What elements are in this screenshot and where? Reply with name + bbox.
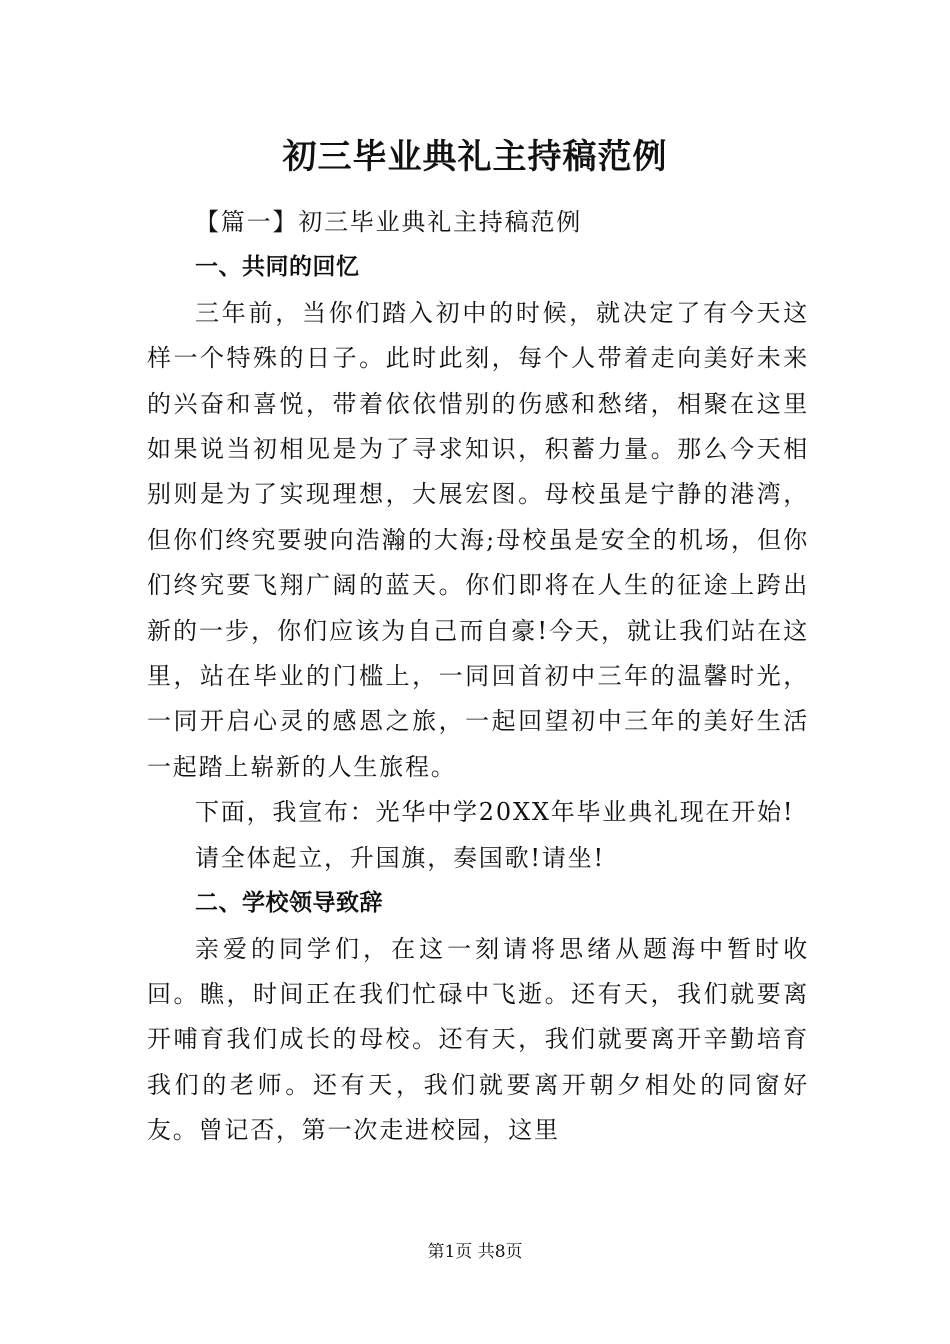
- paragraph-4: 亲爱的同学们，在这一刻请将思绪从题海中暂时收回。瞧，时间正在我们忙碌中飞逝。还有天，我们就要离开哺育我们成长的母校。还有天，我们就要离开辛勤培育我们的老师。还有天，我们就要离开朝夕相处的同窗好友。曾记否，第一次走进校园，这里: [147, 934, 809, 1145]
- heading-shared-memories: 一、共同的回忆: [195, 254, 360, 281]
- document-title: 初三毕业典礼主持稿范例: [282, 137, 668, 177]
- section-label: 【篇一】初三毕业典礼主持稿范例: [195, 208, 582, 236]
- page-footer: 第1页 共8页: [427, 1242, 523, 1262]
- paragraph-2: 下面，我宣布：光华中学20XX年毕业典礼现在开始!: [195, 798, 795, 827]
- paragraph-3: 请全体起立，升国旗，奏国歌!请坐!: [195, 843, 605, 872]
- paragraph-1: 三年前，当你们踏入初中的时候，就决定了有今天这样一个特殊的日子。此时此刻，每个人带着走向美好未来的兴奋和喜悦，带着依依惜别的伤感和愁绪，相聚在这里如果说当初相见是为了寻求知识，积蓄力量。那么今天相别则是为了实现理想，大展宏图。母校虽是宁静的港湾，但你们终究要驶向浩瀚的大海;母校虽是安全的机场，但你们终究要飞翔广阔的蓝天。你们即将在人生的征途上跨出新的一步，你们应该为自己而自豪!今天，就让我们站在这里，站在毕业的门槛上，一同回首初中三年的温馨时光，一同开启心灵的感恩之旅，一起回望初中三年的美好生活一起踏上崭新的人生旅程。: [147, 298, 809, 781]
- document-body: [147, 200, 809, 1154]
- heading-leader-speech: 二、学校领导致辞: [195, 890, 383, 917]
